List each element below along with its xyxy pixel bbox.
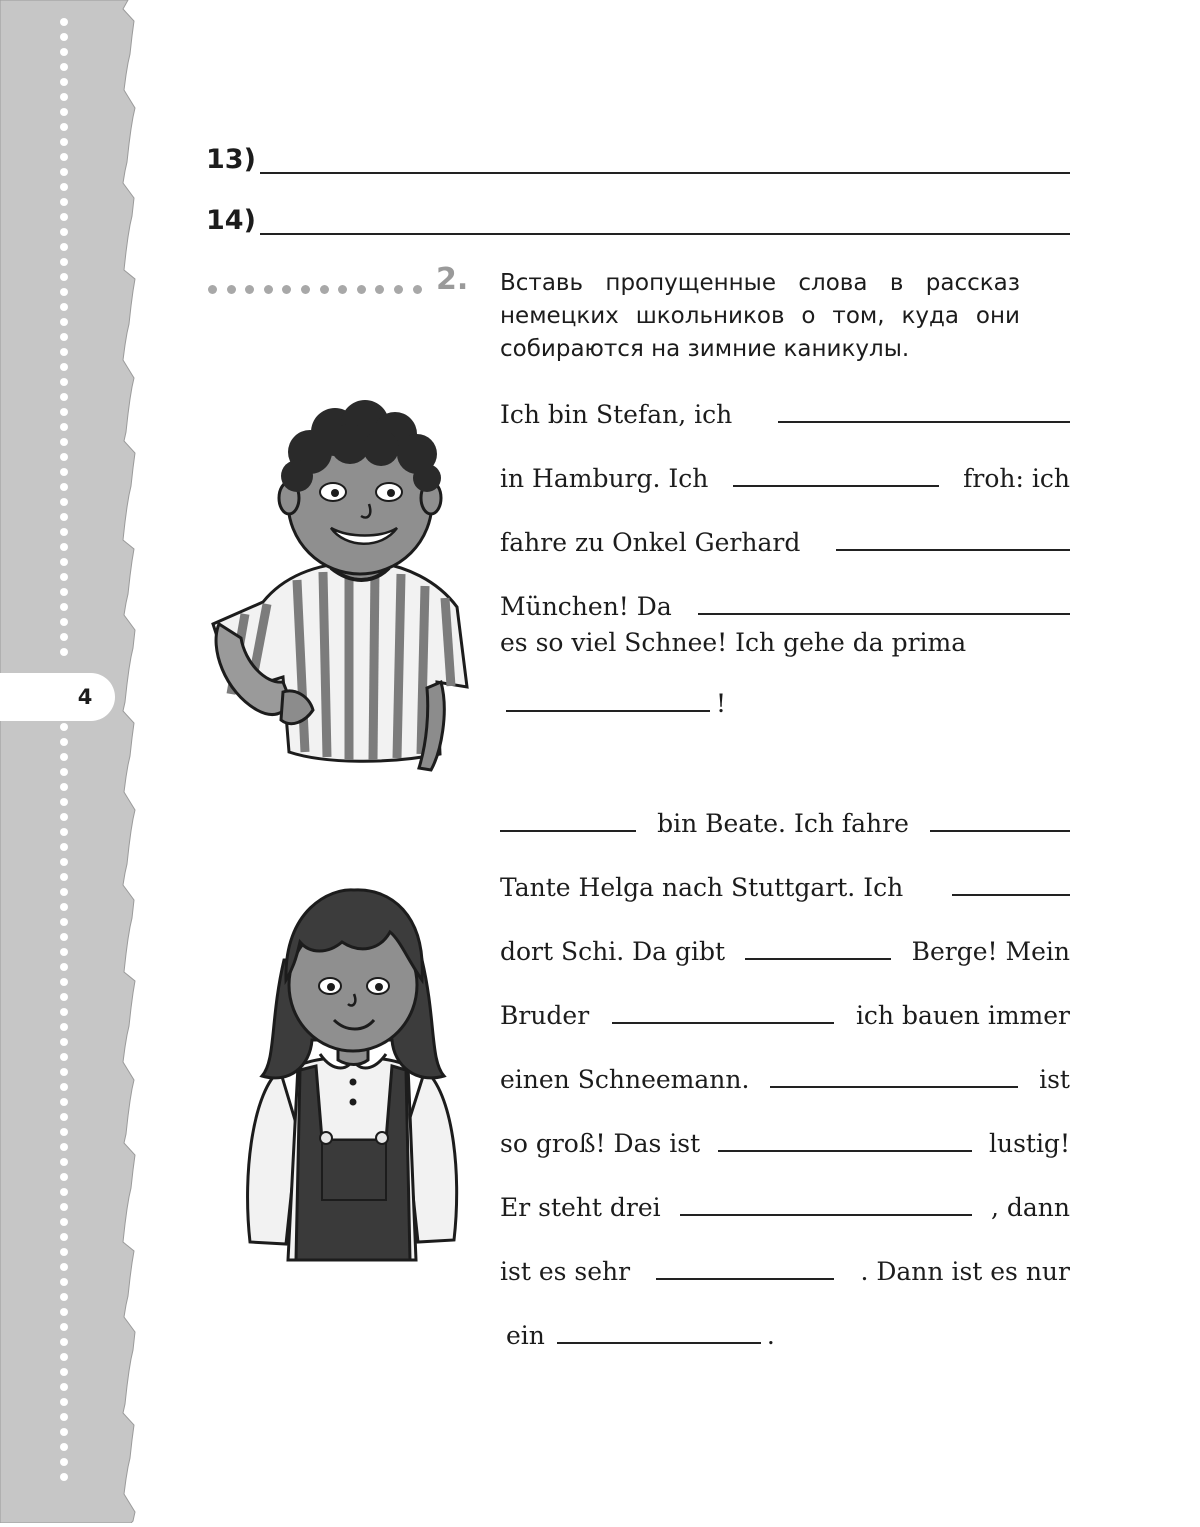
margin-dot: [60, 258, 68, 266]
story-text: !: [716, 689, 727, 718]
margin-dot: [60, 1188, 68, 1196]
margin-dot: [60, 648, 68, 656]
margin-dot: [60, 813, 68, 821]
story-line: [500, 1124, 1070, 1158]
margin-dot: [60, 363, 68, 371]
instruction-line: немецких школьников о том, куда они: [500, 303, 1020, 329]
answer-line-13: [206, 144, 1070, 184]
story-line: [500, 523, 1070, 557]
margin-dot: [60, 408, 68, 416]
answer-blank[interactable]: [770, 1086, 1018, 1088]
margin-dot: [60, 738, 68, 746]
margin-dot: [60, 198, 68, 206]
margin-dot: [60, 168, 68, 176]
answer-blank[interactable]: [930, 830, 1070, 832]
task-number: 2.: [436, 262, 469, 297]
story-line: [500, 932, 1070, 966]
margin-dot: [60, 948, 68, 956]
margin-dot: [60, 63, 68, 71]
answer-blank[interactable]: [557, 1342, 761, 1344]
story-text: ich bauen immer: [855, 1001, 1070, 1030]
margin-dot: [60, 213, 68, 221]
answer-blank[interactable]: [718, 1150, 972, 1152]
margin-dot: [60, 828, 68, 836]
margin-dot: [60, 1218, 68, 1226]
answer-rule: [260, 172, 1070, 174]
margin-dot: [60, 33, 68, 41]
story-text: Ich bin Stefan, ich: [500, 400, 733, 429]
story-text: in Hamburg. Ich: [500, 464, 709, 493]
margin-dot: [60, 588, 68, 596]
margin-dot: [60, 1083, 68, 1091]
margin-dot: [60, 1128, 68, 1136]
story-line: [500, 1252, 1070, 1286]
story-line: [500, 459, 1070, 493]
margin-dot: [60, 468, 68, 476]
girl-illustration: [240, 870, 465, 1265]
margin-dot: [60, 1353, 68, 1361]
answer-line-number: 13): [206, 144, 256, 175]
answer-blank[interactable]: [733, 485, 939, 487]
margin-dot: [60, 123, 68, 131]
story-line: [500, 1316, 1070, 1350]
answer-line-number: 14): [206, 205, 256, 236]
margin-dot: [60, 48, 68, 56]
margin-dot: [60, 558, 68, 566]
page-number: 4: [77, 685, 93, 709]
leader-dot: [375, 285, 384, 294]
margin-dot: [60, 228, 68, 236]
margin-dot: [60, 528, 68, 536]
story-text: es so viel Schnee! Ich gehe da prima: [500, 628, 967, 657]
margin-dot: [60, 603, 68, 611]
story-text: .: [766, 1321, 775, 1350]
margin-dot: [60, 1038, 68, 1046]
story-text: München! Da: [500, 592, 672, 621]
answer-blank[interactable]: [778, 421, 1070, 423]
margin-dot: [60, 1263, 68, 1271]
margin-dot: [60, 78, 68, 86]
story-line: [500, 395, 1070, 429]
answer-blank[interactable]: [680, 1214, 972, 1216]
leader-dot: [338, 285, 347, 294]
margin-dot: [60, 543, 68, 551]
story-text: ist: [1039, 1065, 1070, 1094]
margin-dot: [60, 243, 68, 251]
story-line: [500, 804, 1070, 838]
answer-blank[interactable]: [506, 710, 710, 712]
margin-dot: [60, 978, 68, 986]
margin-dot: [60, 1368, 68, 1376]
story-text: . Dann ist es nur: [860, 1257, 1070, 1286]
margin-dot: [60, 1068, 68, 1076]
margin-dot: [60, 108, 68, 116]
margin-dot: [60, 288, 68, 296]
margin-dot: [60, 1473, 68, 1481]
margin-dot: [60, 798, 68, 806]
story-text: Bruder: [500, 1001, 590, 1030]
story-line: [500, 623, 1070, 657]
margin-dot: [60, 1443, 68, 1451]
task-leader-dots: [208, 279, 431, 298]
story-line: [500, 1060, 1070, 1094]
margin-dot: [60, 573, 68, 581]
instruction-line: Вставь пропущенные слова в рассказ: [500, 270, 1020, 296]
margin-dot: [60, 513, 68, 521]
margin-dot: [60, 618, 68, 626]
leader-dot: [394, 285, 403, 294]
instruction-line: собираются на зимние каникулы.: [500, 336, 910, 362]
page-number-tab: [0, 673, 115, 721]
margin-dot: [60, 318, 68, 326]
story-line: [500, 1188, 1070, 1222]
answer-blank[interactable]: [500, 830, 636, 832]
answer-blank[interactable]: [612, 1022, 834, 1024]
margin-dot: [60, 498, 68, 506]
margin-dot: [60, 903, 68, 911]
margin-dot: [60, 1323, 68, 1331]
margin-dot: [60, 858, 68, 866]
margin-dot: [60, 1233, 68, 1241]
leader-dot: [413, 285, 422, 294]
story-text: so groß! Das ist: [500, 1129, 701, 1158]
margin-dot: [60, 93, 68, 101]
margin-dot: [60, 768, 68, 776]
margin-dot: [60, 1398, 68, 1406]
margin-dot: [60, 438, 68, 446]
story-text: dort Schi. Da gibt: [500, 937, 726, 966]
margin-dot: [60, 153, 68, 161]
story-line: [500, 587, 1070, 621]
margin-dot: [60, 1413, 68, 1421]
margin-dot: [60, 333, 68, 341]
boy-illustration: [205, 392, 480, 787]
margin-dot: [60, 303, 68, 311]
answer-blank[interactable]: [698, 613, 1070, 615]
margin-dot: [60, 1098, 68, 1106]
story-text: einen Schneemann.: [500, 1065, 750, 1094]
leader-dot: [282, 285, 291, 294]
leader-dot: [264, 285, 273, 294]
leader-dot: [301, 285, 310, 294]
answer-blank[interactable]: [656, 1278, 834, 1280]
leader-dot: [320, 285, 329, 294]
margin-dot: [60, 723, 68, 731]
margin-dot: [60, 378, 68, 386]
story-text: Er steht drei: [500, 1193, 661, 1222]
torn-margin-strip: [0, 0, 140, 1523]
margin-dot: [60, 843, 68, 851]
margin-dot: [60, 633, 68, 641]
margin-dot: [60, 1458, 68, 1466]
answer-line-14: [206, 205, 1070, 245]
margin-dot: [60, 1023, 68, 1031]
answer-blank[interactable]: [745, 958, 891, 960]
margin-dot: [60, 273, 68, 281]
margin-dot: [60, 1008, 68, 1016]
margin-dot: [60, 1173, 68, 1181]
story-line: [500, 684, 1070, 718]
margin-dot: [60, 918, 68, 926]
story-text: lustig!: [988, 1129, 1070, 1158]
margin-dot: [60, 393, 68, 401]
margin-dot: [60, 888, 68, 896]
margin-dot: [60, 963, 68, 971]
margin-dot: [60, 1383, 68, 1391]
margin-dot: [60, 993, 68, 1001]
margin-dot: [60, 138, 68, 146]
margin-dot: [60, 483, 68, 491]
margin-dot: [60, 1278, 68, 1286]
margin-dot: [60, 873, 68, 881]
margin-dot: [60, 18, 68, 26]
story-text: , dann: [990, 1193, 1070, 1222]
leader-dot: [245, 285, 254, 294]
story-text: ist es sehr: [500, 1257, 631, 1286]
margin-dot: [60, 783, 68, 791]
story-text: fahre zu Onkel Gerhard: [500, 528, 801, 557]
margin-dot: [60, 1248, 68, 1256]
dot-column: [60, 18, 74, 1488]
margin-dot: [60, 423, 68, 431]
margin-dot: [60, 1428, 68, 1436]
margin-dot: [60, 1053, 68, 1061]
margin-dot: [60, 348, 68, 356]
task-instruction: [500, 267, 1020, 366]
margin-dot: [60, 183, 68, 191]
story-text: Berge! Mein: [911, 937, 1070, 966]
leader-dot: [208, 285, 217, 294]
answer-blank[interactable]: [836, 549, 1070, 551]
story-line: [500, 996, 1070, 1030]
margin-dot: [60, 1113, 68, 1121]
margin-dot: [60, 933, 68, 941]
margin-dot: [60, 1338, 68, 1346]
margin-dot: [60, 1143, 68, 1151]
story-text: ein: [506, 1321, 545, 1350]
answer-rule: [260, 233, 1070, 235]
story-text: bin Beate. Ich fahre: [657, 809, 909, 838]
story-line: [500, 868, 1070, 902]
margin-dot: [60, 1293, 68, 1301]
margin-dot: [60, 1308, 68, 1316]
margin-dot: [60, 1203, 68, 1211]
margin-dot: [60, 753, 68, 761]
story-text: froh: ich: [963, 464, 1070, 493]
story-text: Tante Helga nach Stuttgart. Ich: [500, 873, 904, 902]
margin-dot: [60, 1158, 68, 1166]
margin-dot: [60, 453, 68, 461]
leader-dot: [227, 285, 236, 294]
answer-blank[interactable]: [952, 894, 1070, 896]
leader-dot: [357, 285, 366, 294]
